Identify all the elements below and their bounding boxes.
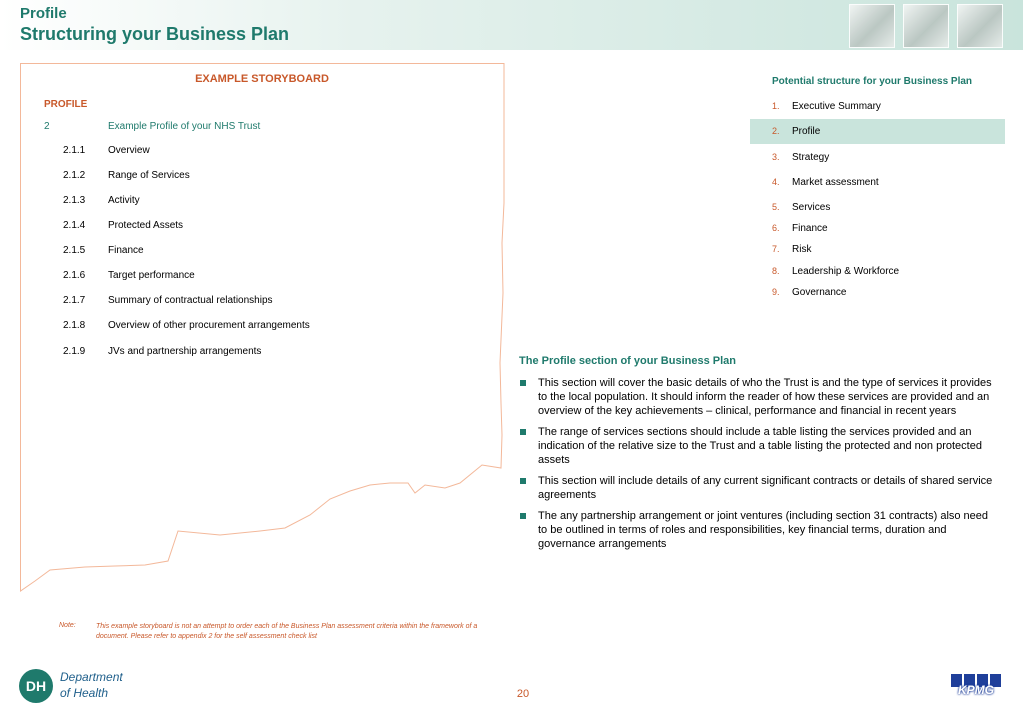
header-photo-2 bbox=[903, 4, 949, 48]
note-text: This example storyboard is not an attempt to order each of the Business Plan assessment criteria within the framework of a document. Please refer to appendix 2 for the self assessment check list bbox=[96, 623, 478, 640]
storyboard-title: EXAMPLE STORYBOARD bbox=[195, 73, 329, 85]
structure-item-label: Profile bbox=[792, 126, 821, 137]
profile-bullet: This section will include details of any current significant contracts or details of shared service agreements bbox=[519, 474, 997, 502]
storyboard-item bbox=[0, 195, 480, 209]
storyboard-item-label: Overview of other procurement arrangements bbox=[108, 320, 310, 331]
storyboard-main-label: Example Profile of your NHS Trust bbox=[108, 121, 261, 132]
structure-item-label: Leadership & Workforce bbox=[792, 266, 900, 277]
dh-logo-text-line2: of Health bbox=[60, 686, 109, 700]
storyboard-item-number: 2.1.2 bbox=[63, 170, 86, 181]
storyboard-main-number: 2 bbox=[44, 121, 50, 132]
storyboard-item-label: JVs and partnership arrangements bbox=[108, 346, 262, 357]
storyboard-item-number: 2.1.4 bbox=[63, 220, 86, 231]
profile-bullet-list bbox=[519, 376, 997, 558]
storyboard-item-number: 2.1.7 bbox=[63, 295, 86, 306]
storyboard-item-label: Protected Assets bbox=[108, 220, 184, 231]
structure-item-number: 4. bbox=[772, 177, 780, 187]
storyboard-item-label: Target performance bbox=[108, 270, 195, 281]
storyboard-item bbox=[0, 145, 480, 159]
storyboard-item-number: 2.1.5 bbox=[63, 245, 86, 256]
storyboard-item bbox=[0, 346, 480, 360]
profile-section-title: The Profile section of your Business Plan bbox=[519, 355, 736, 367]
note-label: Note: bbox=[59, 622, 76, 629]
slide-subtitle: Structuring your Business Plan bbox=[20, 24, 290, 44]
storyboard-section-label: PROFILE bbox=[44, 99, 88, 110]
storyboard-item-number: 2.1.9 bbox=[63, 346, 86, 357]
profile-bullet: The any partnership arrangement or joint ventures (including section 31 contracts) also need to be outlined in terms of roles and responsibilities, key financial terms, duration and governance arrangements bbox=[519, 509, 997, 551]
storyboard-item-number: 2.1.1 bbox=[63, 145, 86, 156]
kpmg-logo bbox=[951, 674, 1001, 698]
storyboard-item-label: Activity bbox=[108, 195, 140, 206]
slide-title: Profile bbox=[20, 5, 67, 22]
storyboard-item bbox=[0, 170, 480, 184]
storyboard-item bbox=[0, 295, 480, 309]
storyboard-item bbox=[0, 220, 480, 234]
storyboard-item-label: Range of Services bbox=[108, 170, 190, 181]
structure-item-label: Finance bbox=[792, 223, 828, 234]
structure-item-number: 5. bbox=[772, 202, 780, 212]
structure-item-number: 6. bbox=[772, 223, 780, 233]
structure-item-label: Governance bbox=[792, 287, 847, 298]
storyboard-item-label: Overview bbox=[108, 145, 150, 156]
structure-item-number: 8. bbox=[772, 266, 780, 276]
storyboard-item bbox=[0, 320, 480, 334]
structure-item-label: Executive Summary bbox=[792, 101, 881, 112]
header-photo-3 bbox=[957, 4, 1003, 48]
storyboard-item-number: 2.1.6 bbox=[63, 270, 86, 281]
kpmg-logo-text: KPMG bbox=[958, 683, 994, 697]
header-photo-1 bbox=[849, 4, 895, 48]
header-band bbox=[0, 0, 1023, 50]
storyboard-item bbox=[0, 270, 480, 284]
structure-item-number: 1. bbox=[772, 101, 780, 111]
structure-highlight-bar bbox=[750, 119, 1005, 144]
storyboard-item-number: 2.1.8 bbox=[63, 320, 86, 331]
dh-logo-text-line1: Department bbox=[60, 670, 123, 684]
profile-bullet: The range of services sections should include a table listing the services provided and an indication of the relative size to the Trust and a table listing the protected and non protected assets bbox=[519, 425, 997, 467]
dh-logo-mark: DH bbox=[19, 669, 53, 703]
structure-item-label: Risk bbox=[792, 244, 812, 255]
structure-item-number: 3. bbox=[772, 152, 780, 162]
structure-item-label: Services bbox=[792, 202, 831, 213]
structure-item-label: Strategy bbox=[792, 152, 830, 163]
structure-item-number: 7. bbox=[772, 244, 780, 254]
department-of-health-logo bbox=[19, 668, 139, 704]
structure-title: Potential structure for your Business Plan bbox=[772, 76, 973, 87]
storyboard-item-label: Summary of contractual relationships bbox=[108, 295, 273, 306]
structure-item-number: 9. bbox=[772, 287, 780, 297]
page-number: 20 bbox=[516, 688, 530, 700]
structure-item-label: Market assessment bbox=[792, 177, 879, 188]
storyboard-item bbox=[0, 245, 480, 259]
profile-bullet: This section will cover the basic details of who the Trust is and the type of services it provides to the local population. It should inform the reader of how these services are provided and an overview of the key achievements – clinical, performance and financial in recent years bbox=[519, 376, 997, 418]
structure-item-number: 2. bbox=[772, 126, 780, 136]
storyboard-item-number: 2.1.3 bbox=[63, 195, 86, 206]
storyboard-item-label: Finance bbox=[108, 245, 144, 256]
